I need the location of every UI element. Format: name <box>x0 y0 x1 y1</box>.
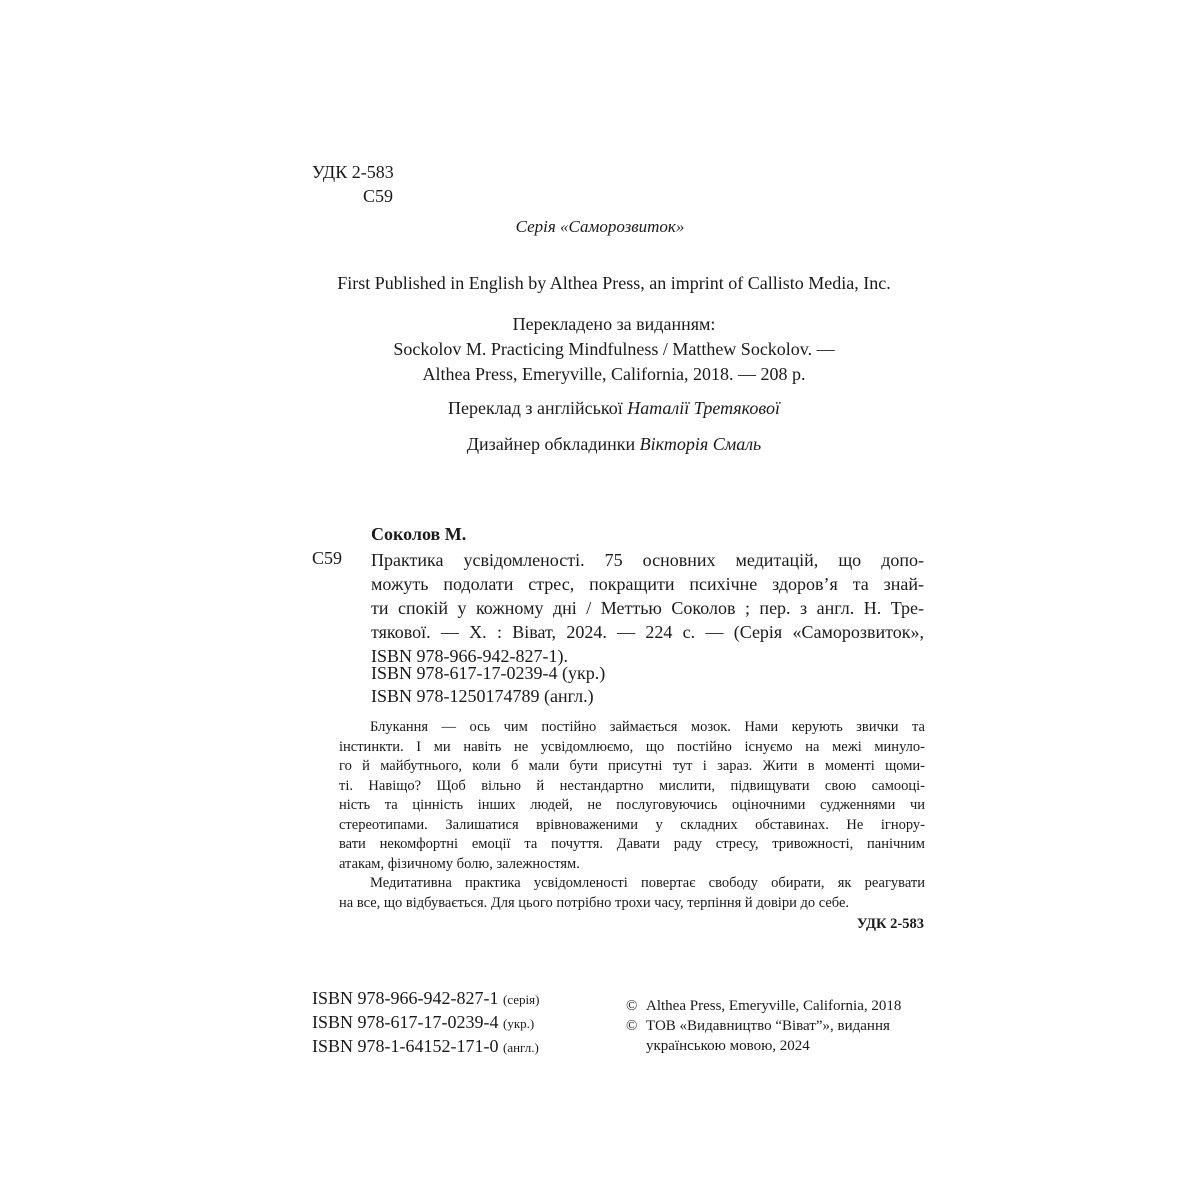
abstract-line: атакам, фізичному болю, залежностям. <box>339 855 580 872</box>
biblio-line: ISBN 978-966-942-827-1). <box>371 646 568 666</box>
original-title: Sockolov M. Practicing Mindfulness / Matthew Sockolov. — <box>393 339 835 359</box>
isbn-eng: ISBN 978-1250174789 (англ.) <box>371 686 594 706</box>
isbn-number: ISBN 978-966-942-827-1 <box>312 988 499 1008</box>
udk-code: УДК 2-583 <box>312 162 394 182</box>
abstract-line: ті. Навіщо? Щоб вільно й нестандартно мислити, підвищувати свою самооці- <box>339 777 925 794</box>
isbn-number: ISBN 978-1-64152-171-0 <box>312 1036 499 1056</box>
author-heading: Соколов М. <box>371 524 467 544</box>
translator-name: Наталії Третякової <box>627 398 780 418</box>
biblio-line: можуть подолати стрес, покращити психічне здоров’я та знай- <box>371 574 924 594</box>
series-title: Серія «Саморозвиток» <box>515 217 685 236</box>
abstract-line: Медитативна практика усвідомленості повертає свободу обирати, як реагувати <box>370 875 925 891</box>
original-publisher: Althea Press, Emeryville, California, 2018. — 208 p. <box>422 364 806 384</box>
translated-from-label: Перекладено за виданням: <box>512 314 716 334</box>
isbn-number: ISBN 978-617-17-0239-4 <box>312 1012 499 1032</box>
copyright-translation <box>626 1016 926 1036</box>
isbn-tag: (укр.) <box>503 1016 535 1031</box>
copyright-line: Althea Press, Emeryville, California, 2018 <box>646 998 902 1014</box>
copyright-icon: © <box>626 998 638 1014</box>
translated-from-block <box>300 312 928 387</box>
copyright-block <box>626 996 926 1056</box>
translator-label: Переклад з англійської <box>448 398 623 418</box>
abstract-line: інстинкти. І ми навіть не усвідомлюємо, що постійно існуємо на межі минуло- <box>339 738 925 755</box>
isbn-ukr: ISBN 978-617-17-0239-4 (укр.) <box>371 663 606 683</box>
isbn-tag: (англ.) <box>503 1040 539 1055</box>
designer-name: Вікторія Смаль <box>639 434 762 454</box>
abstract-line: вати некомфортні емоції та почуття. Давати раду стресу, тривожності, панічним <box>339 836 925 852</box>
abstract-line: ність та цінність інших людей, не послуговуючись оціночними судженнями чи <box>339 797 925 813</box>
biblio-line: Практика усвідомленості. 75 основних медитацій, що допо- <box>371 550 924 570</box>
abstract-line: стереотипами. Залишатися врівноваженими у складних обставинах. Не ігнору- <box>339 816 925 833</box>
udk-bottom-code: УДК 2-583 <box>856 916 924 932</box>
udk-code-block <box>312 160 394 208</box>
designer-credit <box>300 434 928 455</box>
first-published-note: First Published in English by Althea Press, an imprint of Callisto Media, Inc. <box>337 273 891 293</box>
isbn-tag: (серія) <box>503 992 540 1007</box>
isbn-series-row <box>312 987 539 1011</box>
biblio-line: ти спокій у кожному дні / Меттью Соколов ; пер. з англ. Н. Тре- <box>371 598 924 618</box>
isbn-list <box>371 662 605 708</box>
author-mark: С59 <box>363 186 394 206</box>
copyright-original <box>626 996 926 1016</box>
isbn-bottom-list <box>312 987 539 1059</box>
isbn-eng-row <box>312 1035 539 1059</box>
abstract-line: го й майбутнього, коли б мали бути присутні тут і зараз. Жити в моменті щоми- <box>339 758 925 774</box>
abstract-line: на все, що відбувається. Для цього потрібно трохи часу, терпіння й довіри до себе. <box>339 894 849 911</box>
translator-credit <box>300 398 928 419</box>
copyright-line: українською мовою, 2024 <box>646 1038 810 1054</box>
biblio-line: тякової. — Х. : Віват, 2024. — 224 с. — (Серія «Саморозвиток», <box>371 622 924 642</box>
isbn-ukr-row <box>312 1011 539 1035</box>
abstract <box>339 718 925 913</box>
copyright-line: ТОВ «Видавництво “Віват”», видання <box>646 1018 890 1034</box>
catalog-code: С59 <box>312 548 343 568</box>
bibliographic-record <box>371 548 924 668</box>
designer-label: Дизайнер обкладинки <box>466 434 636 454</box>
copyright-icon: © <box>626 1018 638 1034</box>
abstract-line: Блукання — ось чим постійно займається мозок. Нами керують звички та <box>370 719 925 735</box>
